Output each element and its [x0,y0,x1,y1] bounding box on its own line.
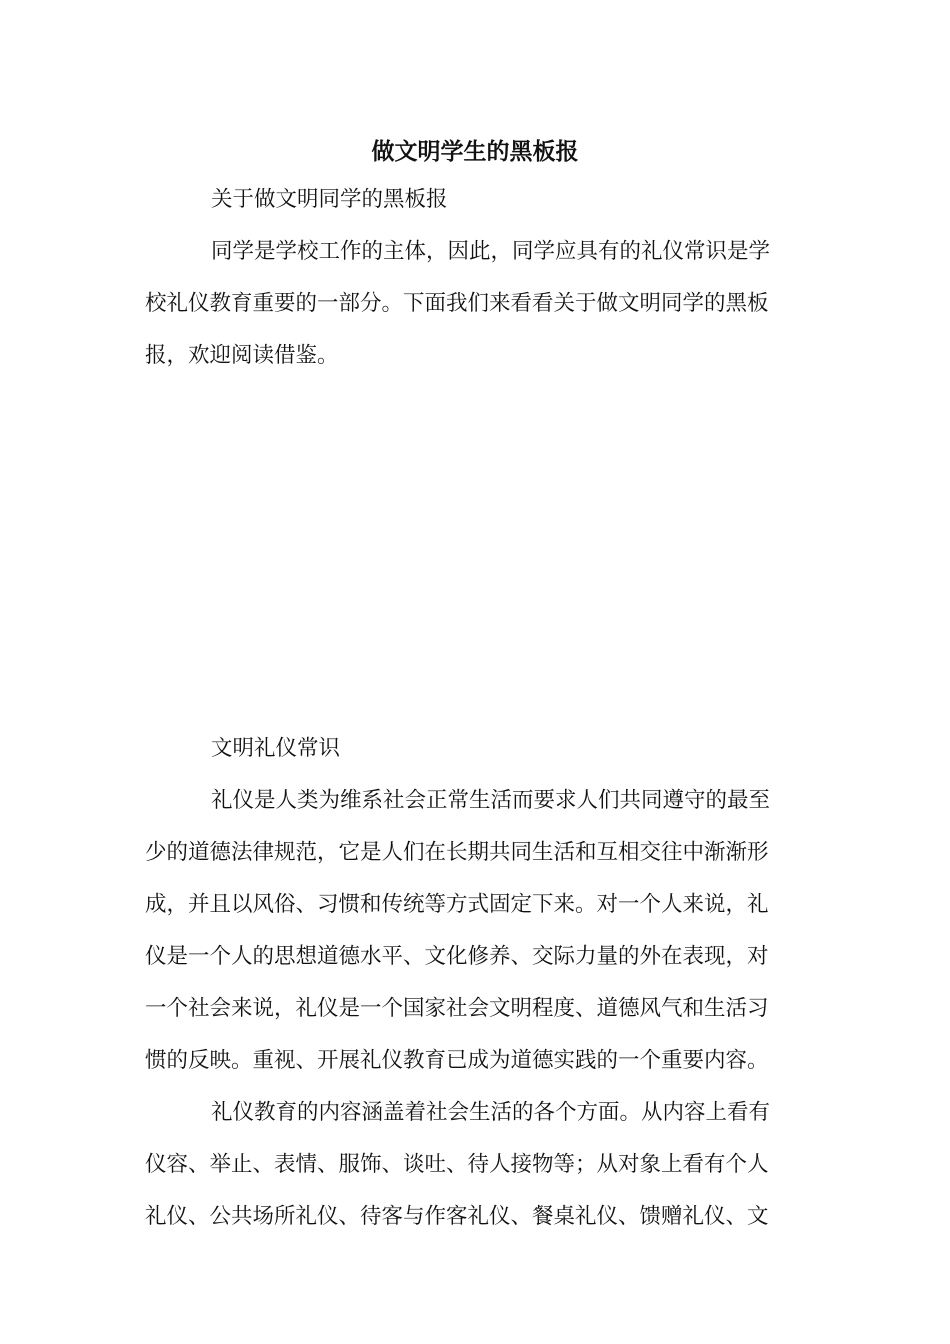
paragraph-2-line-2: 仪容、举止、表情、服饰、谈吐、待人接物等；从对象上看有个人 [145,1152,769,1177]
document-title: 做文明学生的黑板报 [371,138,579,165]
intro-line-3: 报，欢迎阅读借鉴。 [145,343,339,368]
etiquette-paragraph-2 [145,1087,805,1243]
paragraph-1-line-3: 成，并且以风俗、习惯和传统等方式固定下来。对一个人来说，礼 [145,892,769,917]
paragraph-1-line-4: 仪是一个人的思想道德水平、文化修养、交际力量的外在表现，对 [145,944,769,969]
section-2-subheading: 文明礼仪常识 [211,736,341,761]
section-1-subheading: 关于做文明同学的黑板报 [211,187,448,212]
section-1-subheading-block [145,174,805,226]
paragraph-2-line-3: 礼仪、公共场所礼仪、待客与作客礼仪、餐桌礼仪、馈赠礼仪、文 [145,1204,769,1229]
paragraph-1-line-6: 惯的反映。重视、开展礼仪教育已成为道德实践的一个重要内容。 [145,1048,769,1073]
paragraph-1-line-5: 一个社会来说，礼仪是一个国家社会文明程度、道德风气和生活习 [145,996,769,1021]
etiquette-paragraph-1 [145,775,805,1087]
paragraph-1-line-1: 礼仪是人类为维系社会正常生活而要求人们共同遵守的最至 [211,788,771,813]
section-2-subheading-block [145,723,805,775]
paragraph-2-line-1: 礼仪教育的内容涵盖着社会生活的各个方面。从内容上看有 [211,1100,771,1125]
intro-paragraph [145,226,805,382]
paragraph-1-line-2: 少的道德法律规范，它是人们在长期共同生活和互相交往中渐渐形 [145,840,769,865]
intro-line-1: 同学是学校工作的主体，因此，同学应具有的礼仪常识是学 [211,239,771,264]
intro-line-2: 校礼仪教育重要的一部分。下面我们来看看关于做文明同学的黑板 [145,291,769,316]
